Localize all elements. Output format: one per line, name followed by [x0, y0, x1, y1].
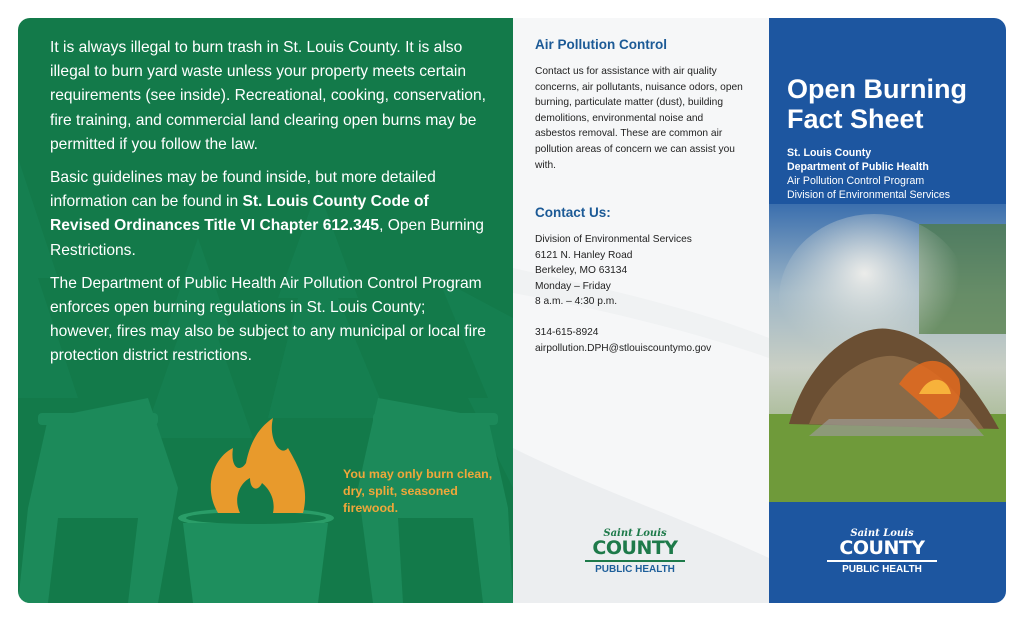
cover-meta: [787, 146, 950, 202]
ordinance-reference: St. Louis County Code of Revised Ordinances Title VI Chapter 612.345: [50, 193, 429, 235]
left-text-block: [50, 36, 490, 378]
logo-county: COUNTY: [592, 537, 678, 559]
logo-saint-louis: Saint Louis: [603, 528, 667, 539]
guidelines-text-end: , Open Burning Restrictions.: [50, 217, 484, 259]
contact-city: Berkeley, MO 63134: [535, 265, 628, 277]
left-panel: [18, 18, 513, 603]
logo-public-health: PUBLIC HEALTH: [585, 560, 685, 576]
section-body: Contact us for assistance with air quality concerns, air pollutants, nuisance odors, open burning, particulate matter (dust), building demolitions, environmental noise and asbestos removal. These are common air pollution areas of concern we can assist you with.: [535, 66, 743, 171]
section-heading: Air Pollution Control: [535, 37, 667, 52]
middle-panel: [513, 18, 769, 603]
county-logo: [585, 528, 685, 576]
air-pollution-section: [535, 37, 745, 173]
meta-program: Air Pollution Control Program: [787, 175, 925, 187]
title-line-2: Fact Sheet: [787, 104, 924, 134]
contact-section: [535, 205, 750, 356]
meta-division: Division of Environmental Services: [787, 189, 951, 201]
logo-public-health: PUBLIC HEALTH: [827, 560, 937, 576]
county-logo-white: [827, 528, 937, 576]
contact-heading: Contact Us:: [535, 205, 611, 220]
meta-department: Department of Public Health: [787, 161, 929, 173]
contact-phone[interactable]: 314-615-8924: [535, 326, 599, 338]
page-title: [787, 74, 967, 134]
title-line-1: Open Burning: [787, 74, 967, 104]
firewood-note: You may only burn clean, dry, split, seasoned firewood.: [343, 467, 493, 515]
logo-saint-louis: Saint Louis: [850, 528, 914, 539]
meta-county: St. Louis County: [787, 147, 872, 159]
intro-paragraph: It is always illegal to burn trash in St. Louis County. It is also illegal to burn yard waste unless your property meets certain requirements (see inside). Recreational, cooking, conservation, fire training, and commercial land clearing open burns may be permitted if you follow the law.: [50, 39, 486, 153]
enforcement-paragraph: The Department of Public Health Air Pollution Control Program enforces open burning regulations in St. Louis County; however, fires may also be subject to any municipal or local fire protection district restrictions.: [50, 274, 486, 365]
right-panel: [769, 18, 1006, 603]
contact-email[interactable]: airpollution.DPH@stlouiscountymo.gov: [535, 342, 712, 354]
contact-days: Monday – Friday: [535, 280, 611, 292]
logo-county: COUNTY: [839, 537, 925, 559]
contact-street: 6121 N. Hanley Road: [535, 249, 633, 261]
guidelines-paragraph: [50, 166, 490, 263]
brochure: [18, 18, 1006, 603]
guidelines-text: Basic guidelines may be found inside, but more detailed information can be found in: [50, 169, 436, 211]
contact-division: Division of Environmental Services: [535, 234, 692, 245]
burning-pile-photo: [769, 204, 1006, 502]
contact-hours: 8 a.m. – 4:30 p.m.: [535, 296, 618, 308]
